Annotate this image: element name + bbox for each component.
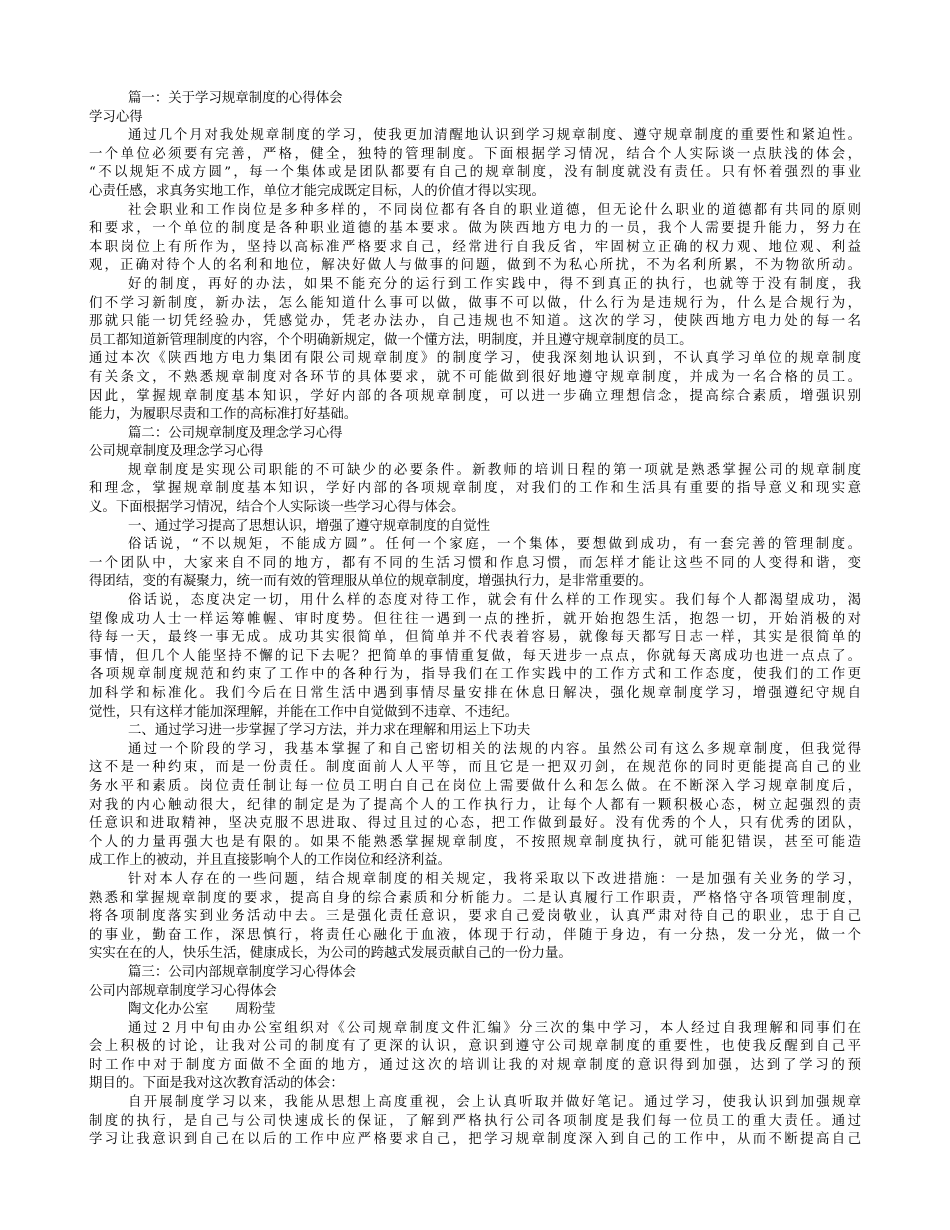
- paragraph-line: 得团结，变的有凝聚力，统一而有效的管理服从单位的规章制度，增强执行力，是非常重要的。: [89, 574, 653, 590]
- subheading: 公司规章制度及理念学习心得: [89, 444, 264, 460]
- paragraph-line: 时工作中对于制度方面做不全面的地方，通过这次的培训让我的对规章制度的意识得到加强，达到了学习的预: [89, 1057, 861, 1073]
- paragraph-line: 一个单位必须要有完善，严格，健全，独特的管理制度。下面根据学习情况，结合个人实际谈一点肤浅的体会，: [89, 146, 861, 162]
- paragraph-line: “不以规矩不成方圆”，每一个集体或是团队都要有自己的规章制度，没有制度就没有责任。只有怀着强烈的事业: [89, 165, 861, 181]
- author-line: 陶文化办公室 周粉莹: [128, 1002, 276, 1018]
- paragraph-line: 们不学习新制度，新办法，怎么能知道什么事可以做，做事不可以做，什么行为是违规行为，什么是合规行为，: [89, 295, 861, 311]
- paragraph-line: 将各项制度落实到业务活动中去。三是强化责任意识，要求自己爱岗敬业，认真严肃对待自己的职业，忠于自己: [89, 909, 861, 925]
- paragraph-line: 俗话说，态度决定一切，用什么样的态度对待工作，就会有什么样的工作现实。我们每个人都渴望成功，渴: [128, 593, 861, 609]
- paragraph-line: 这不是一种约束，而是一份责任。制度面前人人平等，而且它是一把双刃剑，在规范你的同时更能提高自己的业: [89, 760, 861, 776]
- numbered-point: 一、通过学习提高了思想认识，增强了遵守规章制度的自觉性: [128, 518, 491, 534]
- paragraph-line: 加科学和标准化。我们今后在日常生活中遇到事情尽量安排在休息日解决，强化规章制度学习，增强遵纪守规自: [89, 686, 861, 701]
- paragraph-line: 望像成功人士一样运筹帷幄、审时度势。但往往一遇到一点的挫折，就开始抱怨生活，抱怨一切，开始消极的对: [89, 611, 861, 627]
- section-heading-2: 篇二：公司规章制度及理念学习心得: [128, 425, 343, 441]
- paragraph-line: 实实在在的人，快乐生活，健康成长，为公司的跨越式发展贡献自己的一份力量。: [89, 946, 572, 962]
- subheading: 学习心得: [89, 109, 143, 125]
- paragraph-line: 因此，掌握规章制度基本知识，学好内部的各项规章制度，可以进一步确立理想信念，提高综合素质，增强识别: [89, 388, 861, 404]
- paragraph-line: 员工都知道新管理制度的内容，个个明确新规定，做一个懂方法，明制度，并且遵守规章制度的员工。: [89, 332, 693, 348]
- paragraph-line: 任意识和进取精神，坚决克服不思进取、得过且过的心态，把工作做到最好。没有优秀的个人，只有优秀的团队，: [89, 816, 861, 832]
- paragraph-line: 针对本人存在的一些问题，结合规章制度的相关规定，我将采取以下改进措施：一是加强有关业务的学习，: [128, 871, 861, 887]
- paragraph-line: 各项规章制度规范和约束了工作中的各种行为，指导我们在工作实践中的工作方式和工作态度，使我们的工作更: [90, 667, 861, 683]
- paragraph-line: 待每一天，最终一事无成。成功其实很简单，但简单并不代表着容易，就像每天都写日志一样，其实是很简单的: [89, 630, 861, 646]
- paragraph-line: 心责任感，求真务实地工作，单位才能完成既定目标，人的价值才得以实现。: [89, 183, 545, 199]
- subheading: 公司内部规章制度学习心得体会: [89, 983, 277, 999]
- paragraph-line: 通过２月中旬由办公室组织对《公司规章制度文件汇编》分三次的集中学习，本人经过自我理解和同事们在: [128, 1020, 861, 1036]
- paragraph-line: 觉性，只有这样才能加深理解，并能在工作中自觉做到不违章、不违纪。: [89, 704, 519, 720]
- paragraph-line: 成工作上的被动，并且直接影响个人的工作岗位和经济利益。: [89, 853, 452, 869]
- paragraph-line: 对我的内心触动很大，纪律的制定是为了提高个人的工作执行力，让每个人都有一颗积极心态，树立起强烈的责: [89, 797, 861, 813]
- paragraph-line: 通过本次《陕西地方电力集团有限公司规章制度》的制度学习，使我深刻地认识到，不认真学习单位的规章制度: [89, 351, 861, 367]
- paragraph-line: 事情，但几个人能坚持不懈的记下去呢？把简单的事情重复做，每天进步一点点，你就每天离成功也进一点点了。: [89, 648, 861, 664]
- paragraph-line: 社会职业和工作岗位是多种多样的，不同岗位都有各自的职业道德，但无论什么职业的道德都有共同的原则: [128, 202, 861, 218]
- paragraph-line: 那就只能一切凭经验办，凭感觉办，凭老办法办，自己违规也不知道。这次的学习，使陕西地方电力处的每一名: [89, 314, 861, 330]
- paragraph-line: 自开展制度学习以来，我能从思想上高度重视，会上认真听取并做好笔记。通过学习，使我认识到加强规章: [128, 1095, 861, 1111]
- paragraph-line: 通过一个阶段的学习，我基本掌握了和自己密切相关的法规的内容。虽然公司有这么多规章制度，但我觉得: [128, 741, 861, 757]
- paragraph-line: 有关条文，不熟悉规章制度对各环节的具体要求，就不可能做到很好地遵守规章制度，并成为一名合格的员工。: [89, 369, 861, 385]
- paragraph-line: 和要求，一个单位的制度是各种职业道德的基本要求。做为陕西地方电力的一员，我个人需要提升能力，努力在: [89, 221, 861, 237]
- paragraph-line: 能力，为履职尽责和工作的高标准打好基础。: [89, 407, 358, 423]
- paragraph-line: 务水平和素质。岗位责任制让每一位员工明白自己在岗位上需要做什么和怎么做。在不断深入学习规章制度后，: [89, 778, 861, 794]
- document-page: [89, 90, 861, 1150]
- paragraph-line: 熟悉和掌握规章制度的要求，提高自身的综合素质和分析能力。二是认真履行工作职责，严格恪守各项管理制度，: [89, 890, 861, 906]
- paragraph-line: 个人的力量再强大也是有限的。如果不能熟悉掌握规章制度，不按照规章制度执行，就可能犯错误，甚至可能造: [89, 834, 861, 850]
- paragraph-line: 义。下面根据学习情况，结合个人实际谈一些学习心得与体会。: [89, 500, 465, 516]
- numbered-point: 二、通过学习进一步掌握了学习方法，并力求在理解和用运上下功夫: [128, 723, 531, 739]
- section-heading-1: 篇一：关于学习规章制度的心得体会: [128, 91, 343, 106]
- section-heading-3: 篇三：公司内部规章制度学习心得体会: [128, 964, 356, 980]
- paragraph-line: 本职岗位上有所作为，坚持以高标准严格要求自己，经常进行自我反省，牢固树立正确的权力观、地位观、利益: [89, 239, 861, 255]
- paragraph-line: 规章制度是实现公司职能的不可缺少的必要条件。新教师的培训日程的第一项就是熟悉掌握公司的规章制度: [128, 462, 861, 478]
- paragraph-line: 好的制度，再好的办法，如果不能充分的运行到工作实践中，得不到真正的执行，也就等于没有制度，我: [128, 276, 861, 292]
- paragraph-line: 期目的。下面是我对这次教育活动的体会：: [89, 1076, 344, 1092]
- paragraph-line: 和理念，掌握规章制度基本知识，学好内部的各项规章制度，对我们的工作和生活具有重要的指导意义和现实意: [89, 481, 861, 497]
- paragraph-line: 制度的执行，是自己与公司快速成长的保证，了解到严格执行公司各项制度是我们每一位员工的重大责任。通过: [89, 1113, 861, 1129]
- paragraph-line: 的事业，勤奋工作，深思慎行，将责任心融化于血液，体现于行动，伴随于身边，有一分热，发一分光，做一个: [89, 927, 861, 943]
- paragraph-line: 学习让我意识到自己在以后的工作中应严格要求自己，把学习规章制度深入到自己的工作中，从而不断提高自己: [89, 1132, 861, 1148]
- paragraph-line: 会上积极的讨论，让我对公司的制度有了更深的认识，意识到遵守公司规章制度的重要性，也使我反醒到自己平: [89, 1039, 861, 1055]
- paragraph-line: 一个团队中，大家来自不同的地方，都有不同的生活习惯和作息习惯，而怎样才能让这些不同的人变得和谐，变: [89, 555, 861, 571]
- paragraph-line: 俗话说，“不以规矩，不能成方圆”。任何一个家庭，一个集体，要想做到成功，有一套完善的管理制度。: [128, 537, 861, 553]
- paragraph-line: 通过几个月对我处规章制度的学习，使我更加清醒地认识到学习规章制度、遵守规章制度的重要性和紧迫性。: [128, 128, 861, 144]
- paragraph-line: 观，正确对待个人的名利和地位，解决好做人与做事的问题，做到不为私心所扰，不为名利所累，不为物欲所动。: [89, 258, 861, 274]
